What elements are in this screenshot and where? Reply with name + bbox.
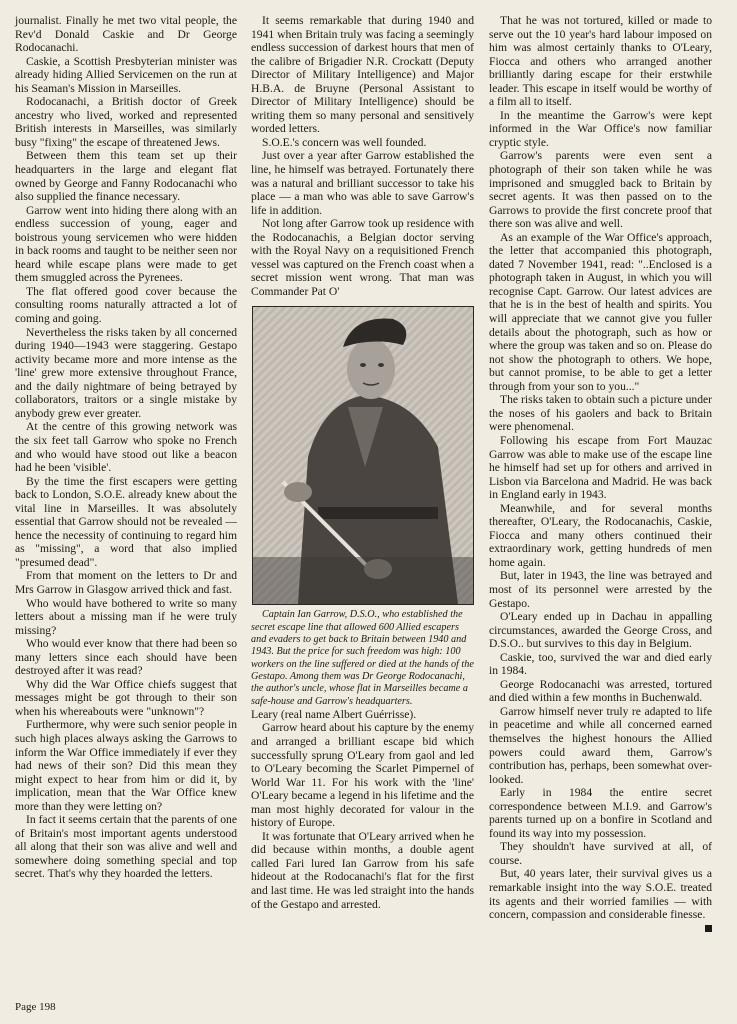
paragraph: Leary (real name Albert Guérrisse). bbox=[251, 707, 417, 721]
paragraph: Following his escape from Fort Mauzac Garrow was able to make use of the escape line he himself had set up for others and arrived in Lisbon via Barcelona and Madrid. He was back in England early in 1943. bbox=[489, 433, 712, 502]
paragraph: Why did the War Office chiefs suggest that messages might be got through to their son when his whereabouts were "unknown"? bbox=[15, 677, 237, 718]
page-number: Page 198 bbox=[15, 1001, 56, 1013]
paragraph: Who would ever know that there had been so many letters since each should have been destroyed after it was read? bbox=[15, 637, 237, 678]
paragraph: Not long after Garrow took up residence with the Rodocanachis, a Belgian doctor serving with the Royal Navy on a requisitioned French vessel was captured on the French coast when a secret mission went wrong. That man was Commander Pat O' bbox=[251, 217, 474, 298]
paragraph: Garrow's parents were even sent a photograph of their son taken while he was imprisoned and smuggled back to Britain by secret agents. It was then passed on to the Garrows to provide the first concrete proof that there son was alive and well. bbox=[489, 149, 712, 231]
paragraph: O'Leary ended up in Dachau in appalling circumstances, awarded the George Cross, and D.S.O.. but survives to this day in Belgium. bbox=[489, 610, 712, 651]
paragraph: Caskie, a Scottish Presbyterian minister was already hiding Allied Servicemen on the run at his Seaman's Mission in Marseilles. bbox=[15, 54, 237, 95]
paragraph: George Rodocanachi was arrested, tortured and died within a few months in Buchenwald. bbox=[489, 677, 712, 705]
paragraph: But, 40 years later, their survival gives us a remarkable insight into the way S.O.E. treated its agents and their worried families — with concern, compassion and considerable finesse. bbox=[489, 867, 712, 922]
portrait-photo bbox=[252, 306, 474, 605]
paragraph: Who would have bothered to write so many letters about a missing man if he were truly missing? bbox=[15, 596, 237, 637]
paragraph: The risks taken to obtain such a picture under the noses of his gaolers and back to Britain were phenomenal. bbox=[489, 393, 712, 434]
paragraph: But, later in 1943, the line was betrayed and most of its personnel were arrested by the Gestapo. bbox=[489, 569, 712, 610]
article-column-2 bbox=[251, 14, 474, 911]
end-of-article-mark bbox=[705, 925, 712, 932]
paragraph: Meanwhile, and for several months thereafter, O'Leary, the Rodocanachis, Caskie, Fiocca and many others continued their extraordinary work, getting hundreds of men home again. bbox=[489, 501, 712, 569]
paragraph: Between them this team set up their headquarters in the large and elegant flat owned by George and Fanny Rodocanachi who also supplied the finance necessary. bbox=[15, 149, 237, 204]
paragraph: They shouldn't have survived at all, of course. bbox=[489, 840, 712, 867]
paragraph: It seems remarkable that during 1940 and 1941 when Britain truly was facing a seemingly endless succession of darkest hours that men of the calibre of Brigadier N.R. Crockatt (Deputy Director of Military Intelligence) and Major H.B.A. de Bruyne (Personal Assistant to Director of Military Intelligence) should be writing them so many personal and sensitively worded letters. bbox=[251, 14, 474, 136]
paragraph: Caskie, too, survived the war and died early in 1984. bbox=[489, 650, 712, 678]
paragraph: The flat offered good cover because the consulting rooms naturally attracted a lot of coming and going. bbox=[15, 284, 237, 326]
portrait-illustration bbox=[253, 307, 473, 604]
paragraph: Just over a year after Garrow established the line, he himself was betrayed. Fortunately there was a natural and brilliant successor to take his place — a man who was able to save Garrow's life in addition. bbox=[251, 149, 474, 217]
paragraph: In the meantime the Garrow's were kept informed in the War Office's now familiar cryptic style. bbox=[489, 108, 712, 149]
paragraph: By the time the first escapers were getting back to London, S.O.E. already knew about the vital line in Marseilles. It was absolutely essential that Garrow should not be revealed — hence the necessity of continuing to regard him as "missing", a word that also implied "presumed dead". bbox=[15, 474, 237, 569]
paragraph: That he was not tortured, killed or made to serve out the 10 year's hard labour imposed on him was almost certainly thanks to O'Leary, Fiocca and others who arranged another brilliantly daring escape for their erstwhile leader. This escape in itself would be worthy of a film all to itself. bbox=[489, 14, 712, 109]
article-column-1 bbox=[15, 14, 237, 881]
paragraph: Nevertheless the risks taken by all concerned during 1940—1943 were staggering. Gestapo activity became more and more intense as the 'line' grew more extensive throughout France, and the daily nightmare of being betrayed by collaborators, traitors or a single mistake by anybody grew ever greater. bbox=[15, 325, 237, 420]
paragraph: Garrow heard about his capture by the enemy and arranged a brilliant escape bid which successfully sprung O'Leary from gaol and led to O'Leary becoming the Scarlet Pimpernel of World War 11. For his work with the 'line' O'Leary became a legend in his lifetime and the man most highly decorated for valour in the history of Europe. bbox=[251, 721, 474, 830]
paragraph: It was fortunate that O'Leary arrived when he did because within months, a double agent called Fari lured Ian Garrow from his safe hideout at the Rodocanachi's flat for the first and last time. He was led straight into the hands of the Gestapo and arrested. bbox=[251, 829, 474, 911]
paragraph: From that moment on the letters to Dr and Mrs Garrow in Glasgow arrived thick and fast. bbox=[15, 569, 237, 596]
photo-caption: Captain Ian Garrow, D.S.O., who established the secret escape line that allowed 600 Allied escapers and evaders to get back to Britain between 1940 and 1943. But the price for such freedom was high: 100 workers on the line suffered or died at the hands of the Gestapo. Among them was Dr George Rodocanachi, the author's uncle, whose flat in Marseilles became a safe-house and Garrow's headquarters. bbox=[251, 609, 474, 707]
paragraph: journalist. Finally he met two vital people, the Rev'd Donald Caskie and Dr George Rodocanachi. bbox=[15, 14, 237, 55]
paragraph: Garrow himself never truly re adapted to life in peacetime and while all concerned earned themselves the highest honours the Allied powers could award them, Garrow's contribution has, perhaps, been somewhat over-looked. bbox=[489, 704, 712, 786]
paragraph: At the centre of this growing network was the six feet tall Garrow who spoke no French and who would have stood out like a beacon had he been 'visible'. bbox=[15, 420, 237, 475]
paragraph: Furthermore, why were such senior people in such high places always asking the Garrows to inform the War Office immediately if ever they had news of their son? Did this mean they might expect to hear from him or did it, by implication, mean that the War Office knew more than they were letting on? bbox=[15, 718, 237, 813]
article-column-3 bbox=[489, 14, 712, 932]
paragraph: S.O.E.'s concern was well founded. bbox=[262, 135, 427, 149]
paragraph: Garrow went into hiding there along with an endless succession of young, eager and boistrous young servicemen who were hidden in back rooms and taught to be neither seen nor heard while escape plans were made to get them smuggled across the Pyrenees. bbox=[15, 203, 237, 285]
paragraph: As an example of the War Office's approach, the letter that accompanied this photograph, dated 7 November 1941, read: "..Enclosed is a photograph taken in August, in which you will recognise Capt. Garrow. Our latest advices are that he is in the best of health and spirits. You will appreciate that we cannot give you fuller details about the photograph, such as how or where the group was taken and so on. Please do not show the photograph to others. We hope, but cannot promise, to be able to get a letter through from your son to you..." bbox=[489, 230, 712, 393]
paragraph: Early in 1984 the entire secret correspondence between M.I.9. and Garrow's parents turned up on a bonfire in Scotland and found its way into my possession. bbox=[489, 786, 712, 840]
paragraph: In fact it seems certain that the parents of one of Britain's most important agents understood all along that their son was alive and well and somewhere doing something special and top secret. That's why they hoarded the letters. bbox=[15, 813, 237, 881]
paragraph: Rodocanachi, a British doctor of Greek ancestry who lived, worked and represented British interests in Marseilles, was similarly busy "fixing" the escape of threatened Jews. bbox=[15, 95, 237, 149]
